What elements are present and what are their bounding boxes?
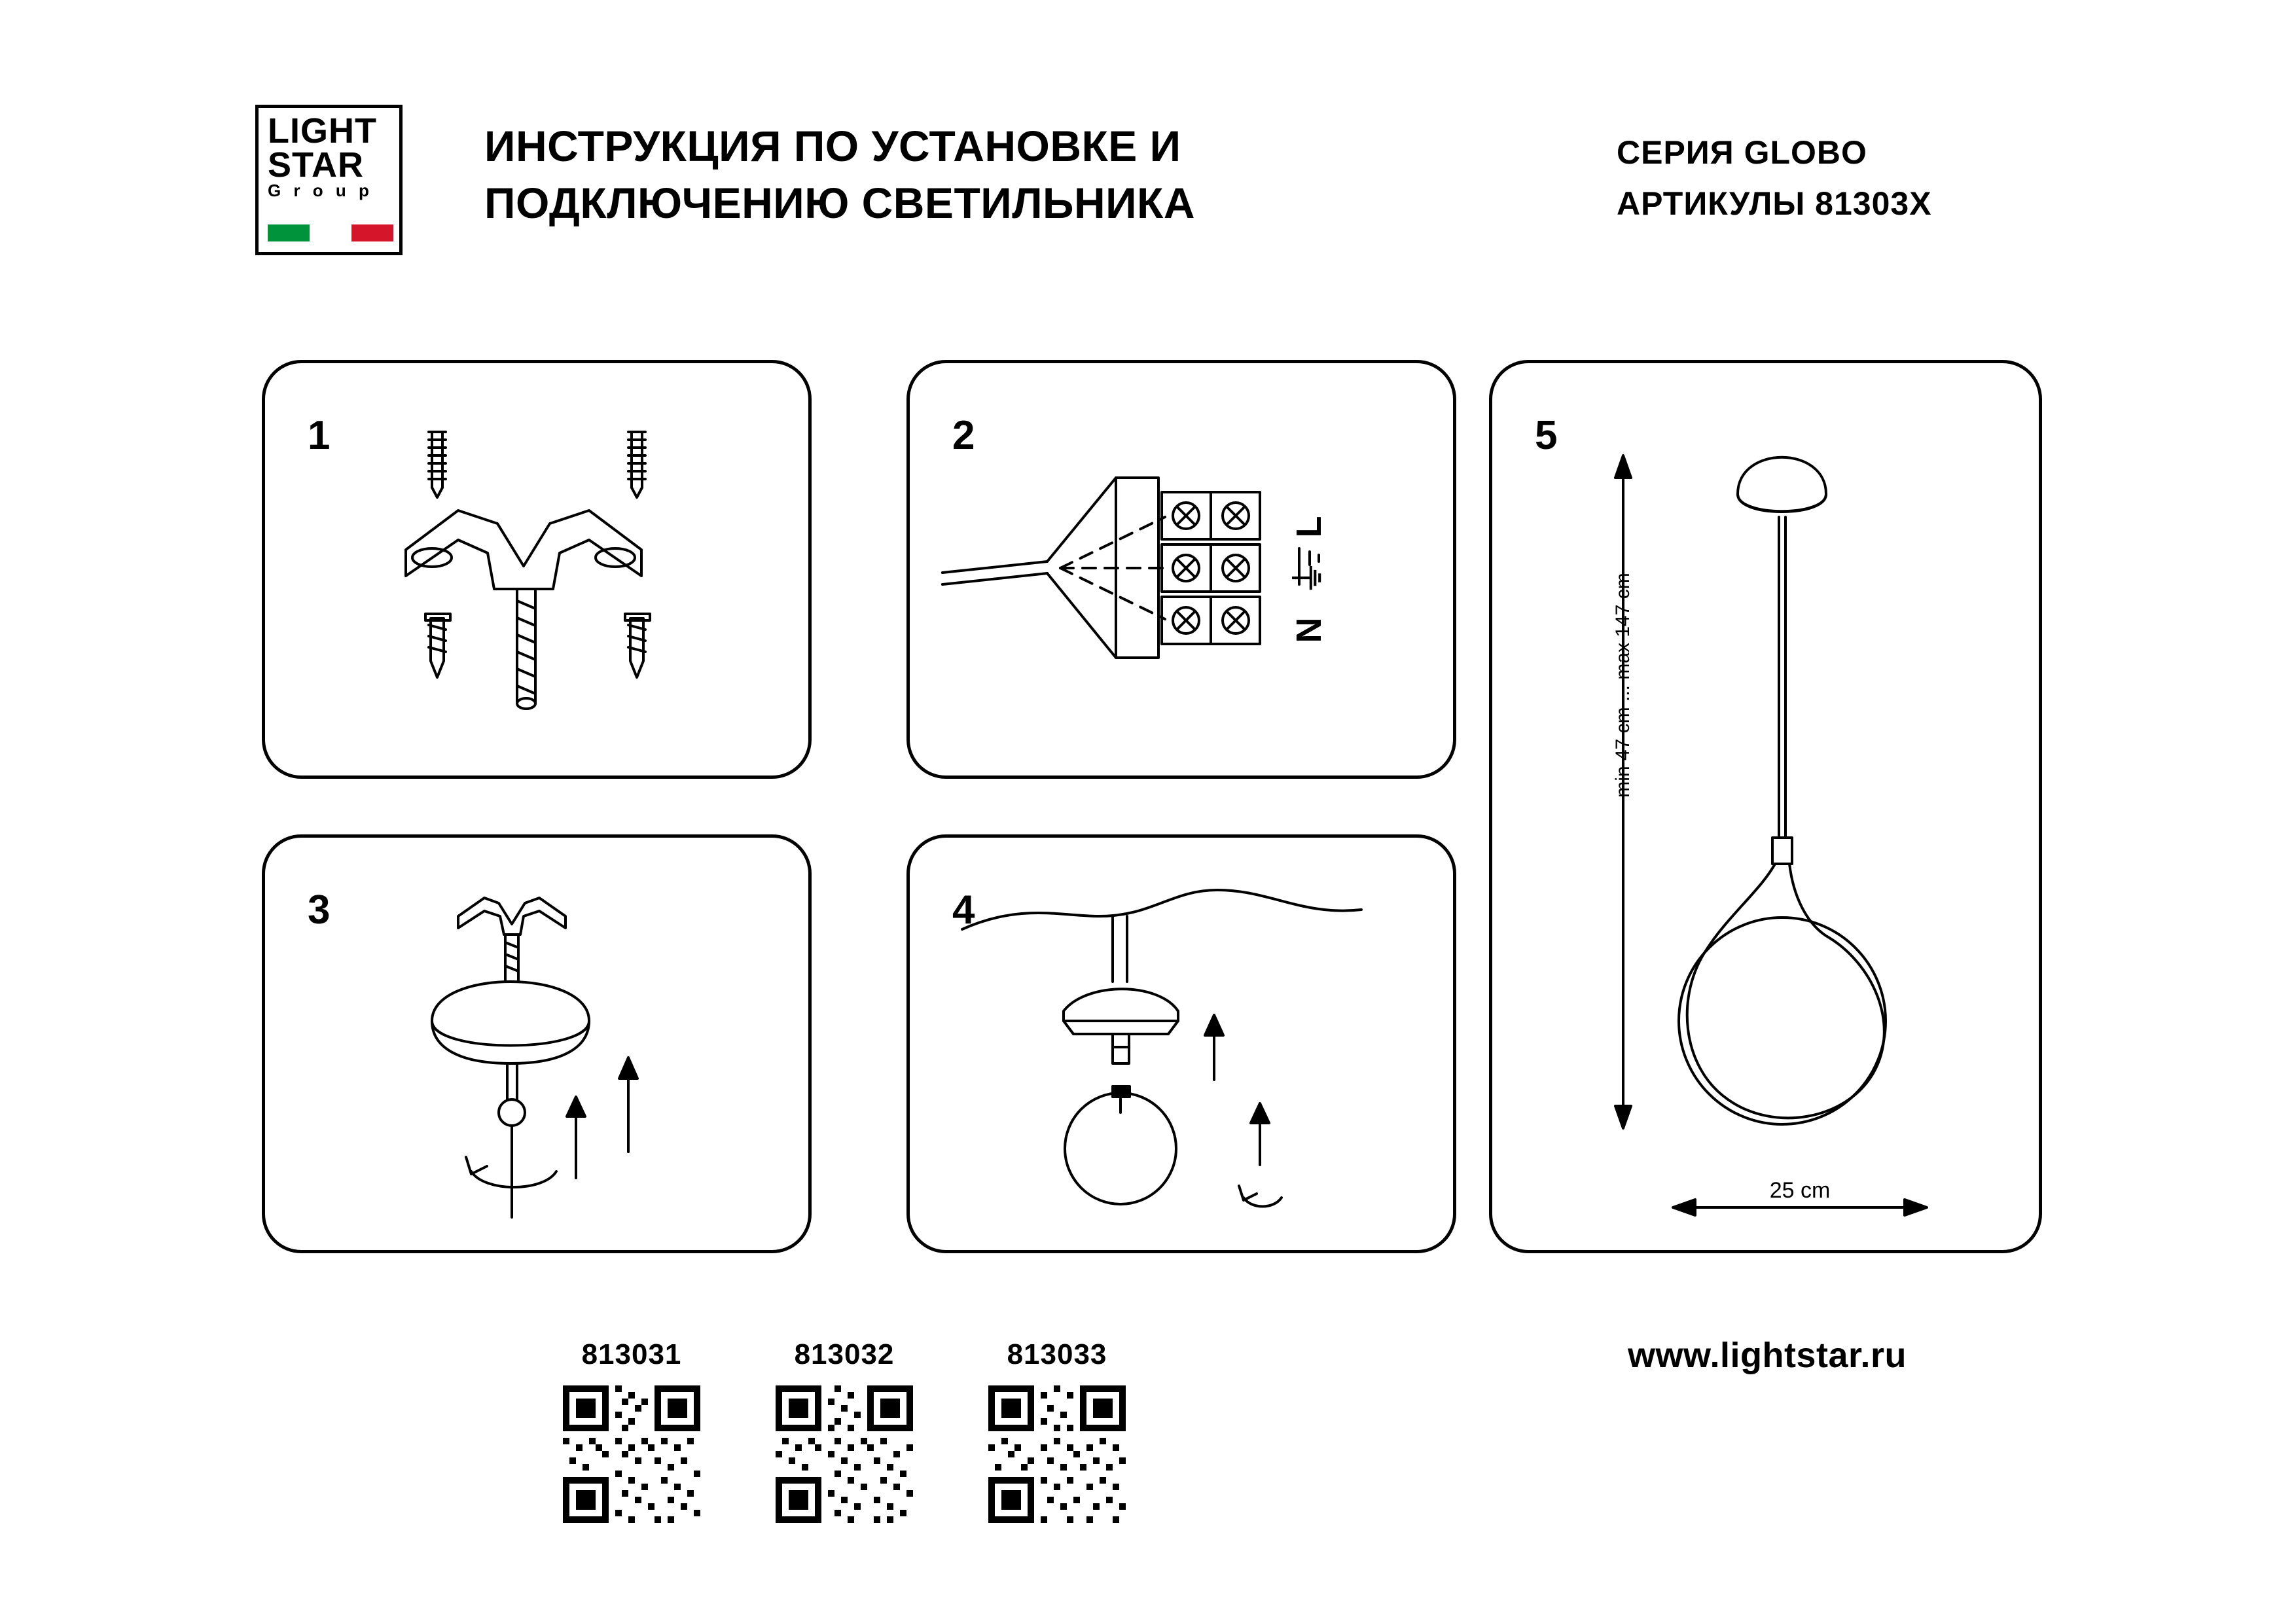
step-number-5: 5 — [1535, 413, 1558, 458]
document-header — [0, 0, 2296, 308]
series-articles: АРТИКУЛЫ 81303Х — [1617, 185, 1932, 222]
terminal-label-ground: ⏚ — [1289, 560, 1329, 596]
brand-logo — [255, 105, 403, 255]
website-url[interactable]: www.lightstar.ru — [1627, 1336, 1907, 1375]
step-panel-1 — [262, 360, 812, 779]
step-panel-5 — [1489, 360, 2042, 1253]
qr-code-icon — [776, 1385, 913, 1523]
logo-line-3: G r o u p — [268, 180, 373, 200]
terminal-label-n: N — [1289, 617, 1329, 643]
logo-line-2: STAR — [268, 145, 364, 185]
article-number: 813032 — [794, 1338, 895, 1370]
terminal-label-l: L — [1289, 516, 1329, 538]
step-number-3: 3 — [308, 887, 331, 933]
logo-wordmark — [268, 111, 377, 200]
article-number: 813033 — [1007, 1338, 1107, 1370]
series-info — [1617, 128, 1932, 229]
article-code-group-1 — [560, 1338, 704, 1523]
italian-flag-icon — [268, 224, 393, 241]
article-code-group-2 — [772, 1338, 916, 1523]
page-title: ИНСТРУКЦИЯ ПО УСТАНОВКЕ И ПОДКЛЮЧЕНИЮ СВЕТИЛЬНИКА — [484, 122, 1195, 228]
qr-code-icon — [988, 1385, 1126, 1523]
height-dimension-label: min 47 cm ... max 147 cm — [1612, 573, 1634, 798]
step-number-4: 4 — [952, 887, 975, 933]
step-number-1: 1 — [308, 413, 331, 458]
qr-code-icon — [563, 1385, 700, 1523]
step-number-2: 2 — [952, 413, 975, 458]
step-panel-4 — [906, 834, 1456, 1253]
step-panel-2 — [906, 360, 1456, 779]
width-dimension-label: 25 cm — [1769, 1178, 1831, 1203]
step-panel-3 — [262, 834, 812, 1253]
article-number: 813031 — [581, 1338, 682, 1370]
article-code-group-3 — [985, 1338, 1129, 1523]
series-name: СЕРИЯ GLOBO — [1617, 134, 1867, 171]
logo-line-1: LIGHT — [268, 111, 377, 151]
